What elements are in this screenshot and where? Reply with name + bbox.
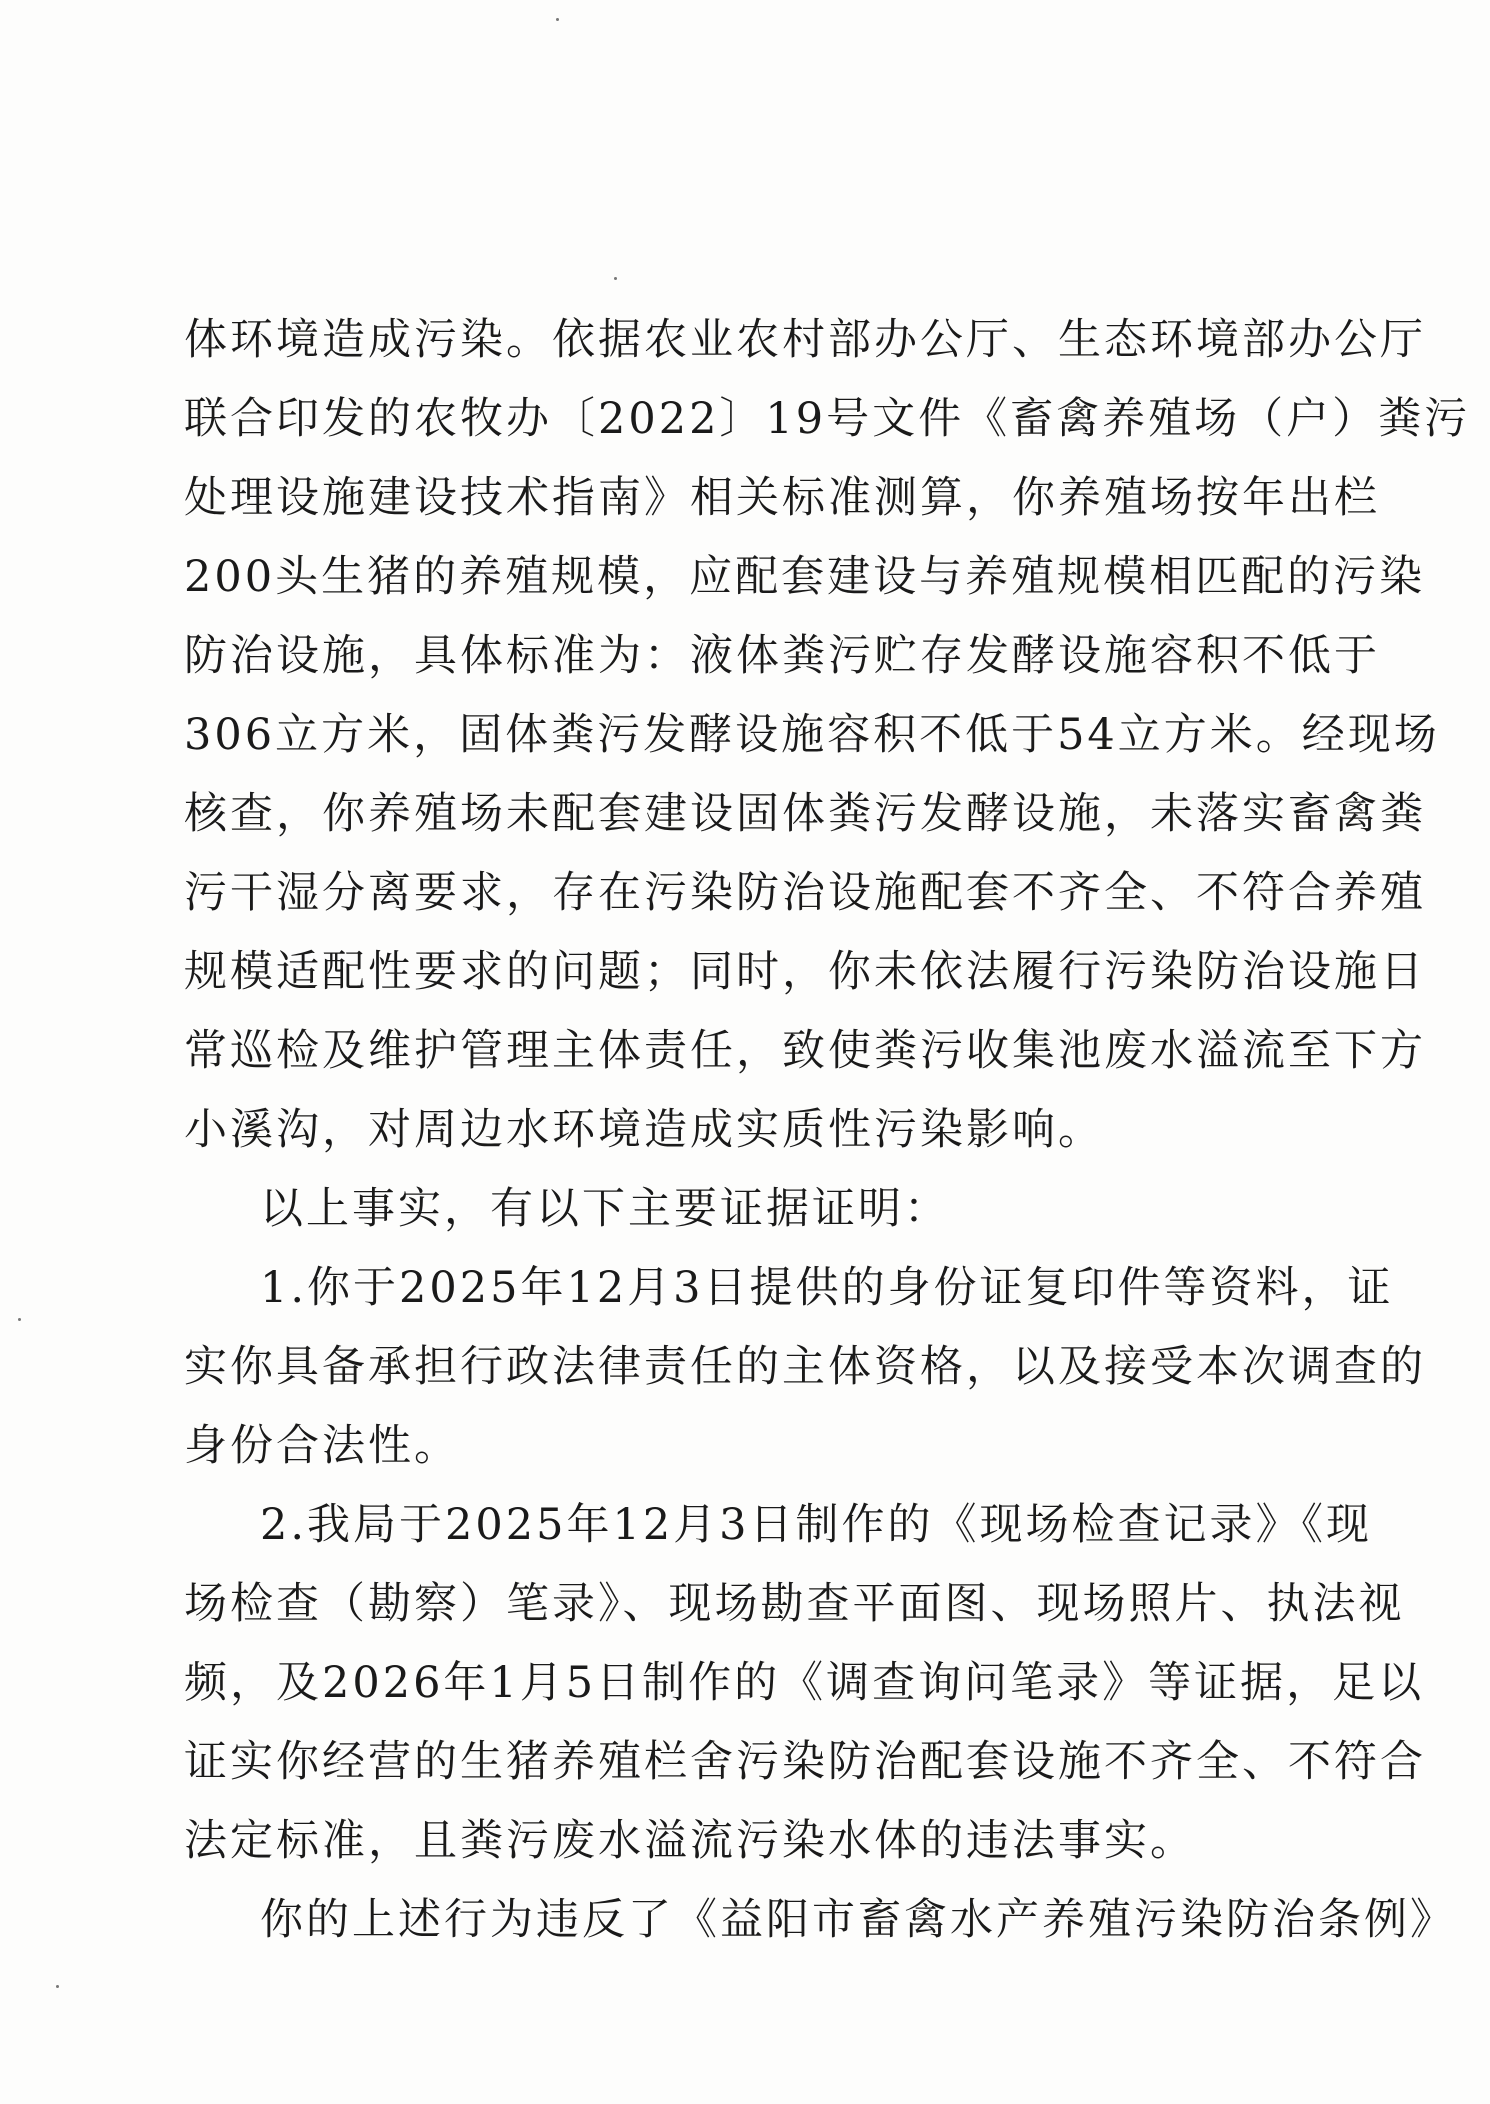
evidence-intro: 以上事实，有以下主要证据证明：	[260, 1184, 950, 1234]
body-line: 法定标准，且粪污废水溢流污染水体的违法事实。	[184, 1816, 1196, 1866]
evidence-item-1: 1.你于2025年12月3日提供的身份证复印件等资料，证	[260, 1263, 1394, 1313]
scan-speck	[556, 18, 559, 21]
body-line: 小溪沟，对周边水环境造成实质性污染影响。	[184, 1105, 1104, 1155]
body-line: 证实你经营的生猪养殖栏舍污染防治配套设施不齐全、不符合	[184, 1737, 1426, 1787]
body-line: 身份合法性。	[184, 1421, 460, 1471]
body-line: 联合印发的农牧办〔2022〕19号文件《畜禽养殖场（户）粪污	[184, 394, 1471, 444]
body-line: 防治设施，具体标准为：液体粪污贮存发酵设施容积不低于	[184, 631, 1380, 681]
body-line: 频，及2026年1月5日制作的《调查询问笔录》等证据，足以	[184, 1658, 1425, 1708]
body-line: 污干湿分离要求，存在污染防治设施配套不齐全、不符合养殖	[184, 868, 1426, 918]
evidence-item-2: 2.我局于2025年12月3日制作的《现场检查记录》《现	[260, 1500, 1373, 1550]
body-line: 处理设施建设技术指南》相关标准测算，你养殖场按年出栏	[184, 473, 1380, 523]
violation-statement: 你的上述行为违反了《益阳市畜禽水产养殖污染防治条例》	[260, 1895, 1456, 1945]
body-line: 常巡检及维护管理主体责任，致使粪污收集池废水溢流至下方	[184, 1026, 1426, 1076]
body-line: 306立方米，固体粪污发酵设施容积不低于54立方米。经现场	[184, 710, 1440, 760]
scan-speck	[614, 277, 617, 280]
body-line: 核查，你养殖场未配套建设固体粪污发酵设施，未落实畜禽粪	[184, 789, 1426, 839]
body-line: 200头生猪的养殖规模，应配套建设与养殖规模相匹配的污染	[184, 552, 1426, 602]
body-line: 实你具备承担行政法律责任的主体资格，以及接受本次调查的	[184, 1342, 1426, 1392]
body-line: 场检查（勘察）笔录》、现场勘查平面图、现场照片、执法视	[184, 1579, 1405, 1629]
scan-speck	[56, 1985, 59, 1988]
scan-speck	[18, 1318, 21, 1321]
body-line: 规模适配性要求的问题；同时，你未依法履行污染防治设施日	[184, 947, 1426, 997]
body-line: 体环境造成污染。依据农业农村部办公厅、生态环境部办公厅	[184, 315, 1426, 365]
